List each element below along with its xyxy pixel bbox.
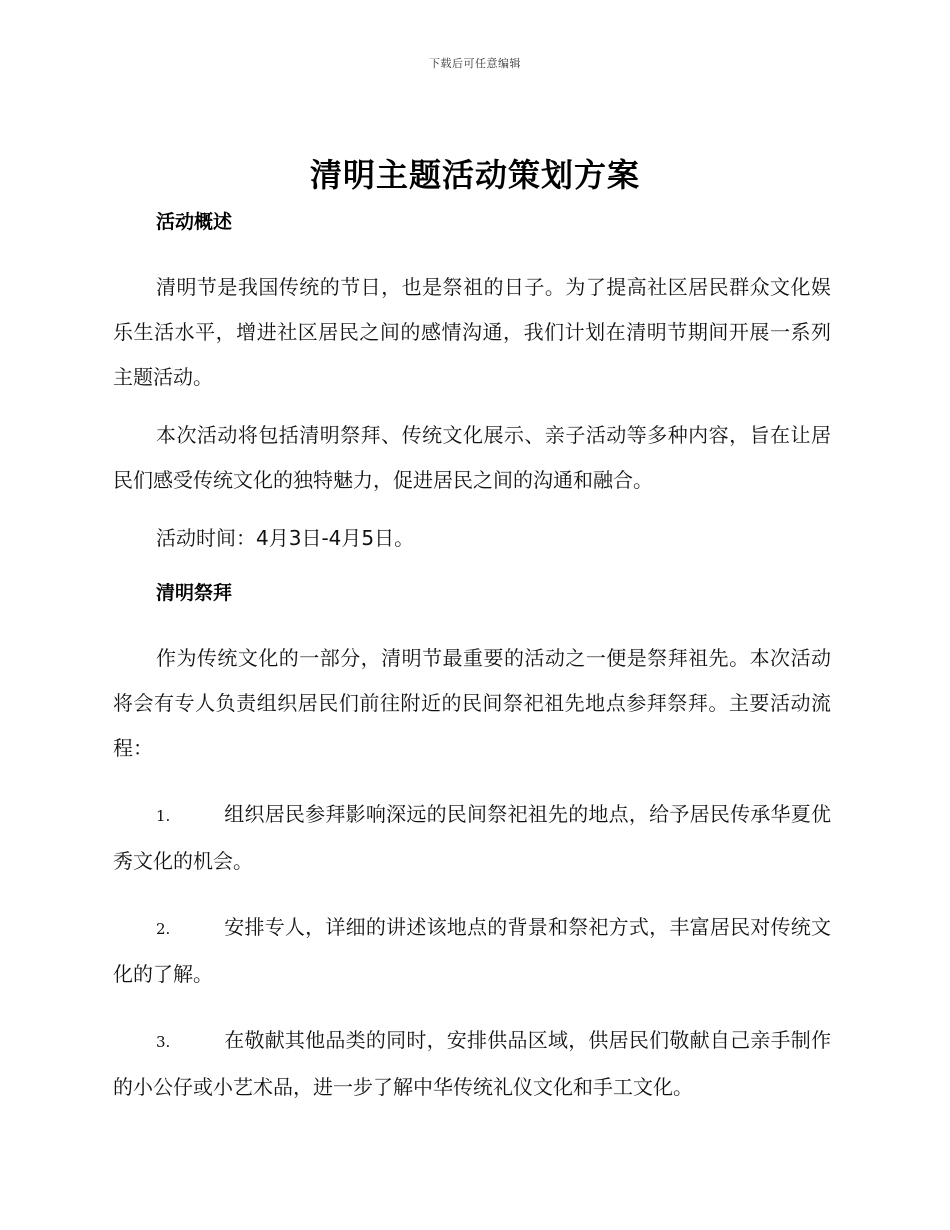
list-number: 3.: [156, 1033, 171, 1051]
list-item-text: 组织居民参拜影响深远的民间祭祀祖先的地点，给予居民传承华夏优秀文化的机会。: [113, 802, 831, 873]
paragraph: 清明节是我国传统的节日，也是祭祖的日子。为了提高社区居民群众文化娱乐生活水平，增进社区居民之间的感情沟通，我们计划在清明节期间开展一系列主题活动。: [113, 275, 831, 389]
list-item-text: 在敬献其他品类的同时，安排供品区域，供居民们敬献自己亲手制作的小公仔或小艺术品，进一步了解中华传统礼仪文化和手工文化。: [113, 1028, 831, 1099]
list-item: [113, 905, 831, 997]
list-number: 2.: [156, 920, 171, 938]
paragraph-activity-time: 活动时间：4月3日-4月5日。: [156, 526, 415, 550]
paragraph: 作为传统文化的一部分，清明节最重要的活动之一便是祭拜祖先。本次活动将会有专人负责组织居民们前往附近的民间祭祀祖先地点参拜祭拜。主要活动流程：: [113, 646, 831, 760]
section-heading-worship: 清明祭拜: [156, 582, 233, 604]
document-title: 清明主题活动策划方案: [309, 156, 640, 194]
section-heading-overview: 活动概述: [156, 211, 233, 233]
header-note: 下载后可任意编辑: [429, 57, 521, 70]
list-item: [113, 792, 831, 884]
list-item: [113, 1018, 831, 1110]
list-item-text: 安排专人，详细的讲述该地点的背景和祭祀方式，丰富居民对传统文化的了解。: [113, 915, 831, 986]
paragraph: 本次活动将包括清明祭拜、传统文化展示、亲子活动等多种内容，旨在让居民们感受传统文化的独特魅力，促进居民之间的沟通和融合。: [113, 423, 831, 492]
document-body: [113, 208, 831, 1110]
list-number: 1.: [156, 807, 171, 825]
